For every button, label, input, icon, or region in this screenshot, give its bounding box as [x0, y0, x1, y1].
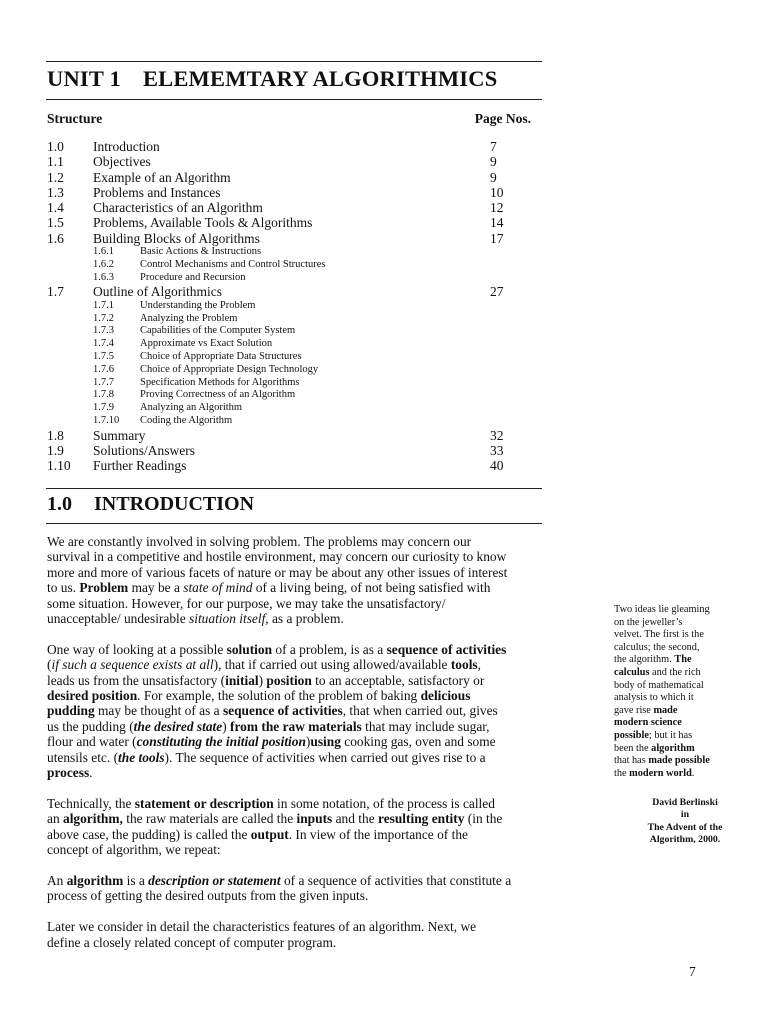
body-paragraph	[47, 873, 547, 904]
toc-entry-page: 27	[490, 284, 504, 300]
bold-text: tools	[450, 657, 478, 673]
text-run: some situation. However, for our purpose, we may take the unsatisfactory/	[47, 595, 446, 611]
toc-entry-title: Capabilities of the Computer System	[140, 325, 296, 337]
bold-italic-text: constituting the initial position	[136, 734, 306, 750]
text-run: of a sequence of activities that constitute a	[280, 872, 512, 888]
text-run: (	[47, 657, 52, 673]
toc-entry	[47, 284, 507, 299]
text-run: more and more of various facets of nature or may be about any other issues of interest	[47, 564, 508, 580]
italic-text: state of mind	[183, 580, 253, 596]
text-run: survival in a competitive and hostile environment, may concern our curiosity to know	[47, 549, 507, 565]
bold-text: The	[674, 654, 692, 666]
quote-citation	[640, 797, 730, 846]
table-of-contents	[47, 139, 507, 474]
text-run: the algorithm.	[614, 654, 675, 666]
toc-entry	[47, 170, 507, 185]
toc-entry-title: Control Mechanisms and Control Structures	[140, 258, 326, 270]
toc-entry-title: Specification Methods for Algorithms	[140, 376, 300, 388]
bold-text: algorithm,	[63, 811, 123, 827]
bold-text: modern science	[614, 717, 682, 729]
unit-number: UNIT 1	[47, 66, 121, 91]
text-run: define a closely related concept of computer program.	[47, 934, 337, 950]
bold-text: solution	[226, 641, 273, 657]
text-run: may be thought of as a	[94, 703, 223, 719]
text-run: of a living being, of not being satisfied with	[252, 580, 491, 596]
text-run: (in the	[464, 811, 503, 827]
toc-entry-number: 1.5	[47, 215, 64, 231]
toc-entry-title: Proving Correctness of an Algorithm	[140, 389, 296, 401]
toc-entry	[47, 313, 507, 326]
toc-entry-page: 12	[490, 200, 504, 216]
unit-title	[47, 66, 497, 92]
toc-entry	[47, 415, 507, 428]
text-run: body of mathematical	[614, 679, 704, 691]
toc-entry-title: Coding the Algorithm	[140, 414, 233, 426]
toc-entry-number: 1.10	[47, 458, 71, 474]
unit-title-rule	[46, 99, 542, 100]
top-rule	[46, 61, 542, 62]
toc-entry-number: 1.7	[47, 284, 64, 300]
toc-entry-number: 1.7.1	[93, 299, 114, 311]
toc-entry-title: Basic Actions & Instructions	[140, 246, 262, 258]
citation-line: David Berlinski	[652, 797, 718, 808]
toc-entry-number: 1.9	[47, 443, 64, 459]
toc-entry	[47, 458, 507, 473]
bold-text: desired position	[47, 688, 138, 704]
sidebar-line	[614, 755, 734, 768]
body-paragraph	[47, 534, 547, 626]
toc-entry-number: 1.6.1	[93, 246, 114, 258]
text-run: to us.	[47, 580, 80, 596]
text-run: in some notation, of the process is called	[273, 795, 495, 811]
sidebar-line	[614, 692, 734, 705]
toc-entry-number: 1.7.9	[93, 402, 114, 414]
toc-entry-number: 1.7.7	[93, 376, 114, 388]
toc-entry-number: 1.3	[47, 184, 64, 200]
toc-entry	[47, 185, 507, 200]
text-run: We are constantly involved in solving problem. The problems may concern our	[47, 534, 472, 549]
toc-entry	[47, 338, 507, 351]
toc-entry	[47, 246, 507, 259]
text-run: One way of looking at a possible	[47, 641, 227, 657]
text-run: unacceptable/ undesirable	[47, 611, 190, 627]
toc-entry-title: Problems and Instances	[93, 184, 221, 200]
text-run: to an acceptable, satisfactory or	[311, 672, 485, 688]
body-paragraph	[47, 796, 547, 858]
section-title-text: INTRODUCTION	[94, 493, 255, 515]
bold-text: process	[47, 765, 90, 781]
sidebar-quote	[614, 604, 734, 780]
bold-text: output	[250, 826, 289, 842]
text-run: )	[305, 734, 311, 750]
toc-entry-number: 1.2	[47, 169, 64, 185]
text-run: Later we consider in detail the characteristics features of an algorithm. Next, we	[47, 919, 477, 935]
text-run: ). The sequence of activities when carried out gives rise to a	[164, 749, 486, 765]
page-nos-heading: Page Nos.	[474, 111, 531, 126]
toc-entry-page: 33	[490, 443, 504, 459]
text-run: on the jeweller’s	[614, 616, 683, 628]
section-top-rule	[46, 488, 542, 489]
toc-entry-title: Summary	[93, 427, 146, 443]
bold-text: sequence of activities	[386, 641, 507, 657]
body-paragraph	[47, 642, 547, 781]
toc-entry-number: 1.6	[47, 230, 64, 246]
text-run: leads us from the unsatisfactory (	[47, 672, 226, 688]
toc-entry-title: Characteristics of an Algorithm	[93, 200, 263, 216]
text-run: flour and water (	[47, 734, 137, 750]
sidebar-line	[614, 604, 734, 617]
introduction-body	[47, 534, 547, 965]
toc-entry	[47, 389, 507, 402]
toc-entry-number: 1.7.2	[93, 312, 114, 324]
sidebar-line	[614, 629, 734, 642]
text-run: Two ideas lie gleaming	[614, 604, 710, 615]
bold-text: pudding	[47, 703, 95, 719]
sidebar-line	[614, 730, 734, 743]
text-run: an	[47, 811, 63, 827]
text-run: )	[222, 718, 231, 734]
toc-entry-number: 1.7.6	[93, 363, 114, 375]
italic-text: if such a sequence exists at all	[51, 657, 214, 673]
bold-text: initial	[225, 672, 259, 688]
text-run: is a	[123, 872, 149, 888]
toc-entry-page: 9	[490, 169, 497, 185]
toc-entry-title: Solutions/Answers	[93, 443, 196, 459]
text-run: velvet. The first is the	[614, 629, 704, 641]
text-run: us the pudding (	[47, 718, 134, 734]
text-run: and the	[332, 811, 378, 827]
toc-entry	[47, 231, 507, 246]
text-run: cooking gas, oven and some	[340, 734, 496, 750]
toc-entry	[47, 200, 507, 215]
toc-entry-number: 1.7.8	[93, 389, 114, 401]
text-run: that may include sugar,	[361, 718, 490, 734]
bold-text: Problem	[79, 580, 129, 596]
text-run: and the rich	[649, 666, 701, 678]
text-run: utensils etc. (	[47, 749, 119, 765]
citation-line: in	[680, 809, 690, 821]
toc-entry-number: 1.4	[47, 200, 64, 216]
toc-entry-number: 1.7.3	[93, 325, 114, 337]
section-number: 1.0	[47, 493, 72, 515]
text-run: the raw materials are called the	[122, 811, 297, 827]
unit-title-text: ELEMEMTARY ALGORITHMICS	[142, 66, 498, 91]
text-run: An	[47, 872, 67, 888]
toc-entry-title: Choice of Appropriate Data Structures	[140, 350, 302, 362]
bold-text: modern world	[629, 767, 692, 779]
toc-entry	[47, 154, 507, 169]
toc-entry-number: 1.7.10	[93, 414, 120, 426]
citation-line: The Advent of the	[647, 821, 723, 833]
text-run: analysis to which it	[614, 692, 694, 704]
sidebar-line	[614, 617, 734, 630]
toc-entry	[47, 139, 507, 154]
body-paragraph	[47, 919, 547, 950]
toc-entry-title: Understanding the Problem	[140, 299, 256, 311]
toc-entry	[47, 443, 507, 458]
toc-entry	[47, 215, 507, 230]
bold-text: algorithm	[66, 872, 124, 888]
bold-text: inputs	[296, 811, 333, 827]
text-run: been the	[614, 742, 652, 754]
bold-text: from the raw materials	[230, 718, 362, 734]
bold-text: resulting entity	[378, 811, 465, 827]
toc-entry	[47, 259, 507, 272]
text-run: . For example, the solution of the problem of baking	[137, 688, 421, 704]
sidebar-line	[614, 654, 734, 667]
text-run: , as a problem.	[265, 611, 344, 627]
sidebar-line	[614, 743, 734, 756]
bold-italic-text: the tools	[118, 749, 165, 765]
bold-text: made	[653, 704, 678, 716]
text-run: process of getting the desired outputs from the given inputs.	[47, 888, 369, 904]
toc-entry-page: 9	[490, 154, 497, 170]
bold-text: possible	[614, 729, 649, 741]
toc-entry-title: Building Blocks of Algorithms	[93, 230, 260, 246]
toc-entry	[47, 272, 507, 285]
toc-entry-title: Analyzing an Algorithm	[140, 402, 243, 414]
toc-entry-page: 32	[490, 427, 504, 443]
sidebar-line	[614, 680, 734, 693]
text-run: ,	[477, 657, 481, 673]
bold-text: position	[266, 672, 312, 688]
section-title	[47, 493, 254, 516]
text-run: ; but it has	[648, 729, 693, 741]
toc-entry-page: 14	[490, 215, 504, 231]
toc-entry-title: Analyzing the Problem	[140, 312, 238, 324]
section-title-rule	[46, 523, 542, 524]
sidebar-line	[614, 667, 734, 680]
toc-entry-title: Problems, Available Tools & Algorithms	[93, 215, 313, 231]
toc-entry	[47, 325, 507, 338]
bold-text: sequence of activities	[222, 703, 343, 719]
toc-entry-title: Approximate vs Exact Solution	[140, 338, 273, 350]
bold-text: delicious	[420, 688, 471, 704]
text-run: may be a	[128, 580, 184, 596]
toc-entry	[47, 351, 507, 364]
sidebar-line	[614, 642, 734, 655]
toc-entry-page: 7	[490, 139, 497, 154]
sidebar-line	[614, 705, 734, 718]
toc-entry	[47, 377, 507, 390]
toc-entry	[47, 402, 507, 415]
sidebar-line	[614, 768, 734, 781]
bold-text: calculus	[614, 666, 650, 678]
italic-text: situation itself	[189, 611, 266, 627]
toc-entry-title: Introduction	[93, 139, 160, 154]
text-run: .	[89, 765, 93, 781]
text-run: Technically, the	[47, 795, 135, 811]
toc-entry-title: Objectives	[93, 154, 151, 170]
toc-entry-number: 1.0	[47, 139, 64, 154]
citation-line: Algorithm, 2000.	[649, 833, 721, 845]
text-run: calculus; the second,	[614, 641, 700, 653]
toc-entry	[47, 364, 507, 377]
toc-entry-number: 1.1	[47, 154, 64, 170]
page-number: 7	[689, 964, 696, 979]
bold-text: using	[310, 734, 341, 750]
sidebar-line	[614, 717, 734, 730]
bold-italic-text: description or statement	[148, 872, 281, 888]
toc-entry-title: Example of an Algorithm	[93, 169, 231, 185]
toc-entry-number: 1.7.4	[93, 338, 114, 350]
toc-entry-number: 1.6.2	[93, 258, 114, 270]
bold-text: statement or description	[134, 795, 274, 811]
text-run: .	[691, 767, 695, 779]
text-run: , that when carried out, gives	[342, 703, 498, 719]
toc-entry	[47, 300, 507, 313]
text-run: that has	[614, 755, 649, 767]
bold-text: algorithm	[651, 742, 695, 754]
toc-entry-page: 40	[490, 458, 504, 474]
toc-entry-page: 17	[490, 230, 504, 246]
bold-text: made possible	[648, 755, 710, 767]
text-run: )	[258, 672, 267, 688]
toc-entry-title: Further Readings	[93, 458, 187, 474]
toc-entry-page: 10	[490, 184, 504, 200]
toc-entry-title: Choice of Appropriate Design Technology	[140, 363, 319, 375]
text-run: . In view of the importance of the	[288, 826, 468, 842]
text-run: the	[614, 767, 630, 779]
text-run: concept of algorithm, we repeat:	[47, 842, 221, 858]
bold-italic-text: the desired state	[133, 718, 223, 734]
toc-entry-number: 1.7.5	[93, 350, 114, 362]
text-run: of a problem, is as a	[272, 641, 387, 657]
toc-entry-title: Outline of Algorithmics	[93, 284, 222, 300]
toc-entry-number: 1.6.3	[93, 271, 114, 283]
structure-heading: Structure	[47, 111, 103, 126]
structure-header	[47, 111, 531, 127]
text-run: gave rise	[614, 704, 654, 716]
text-run: above case, the pudding) is called the	[47, 826, 251, 842]
toc-entry-number: 1.8	[47, 427, 64, 443]
toc-entry	[47, 428, 507, 443]
toc-entry-title: Procedure and Recursion	[140, 271, 246, 283]
text-run: ), that if carried out using allowed/available	[213, 657, 451, 673]
